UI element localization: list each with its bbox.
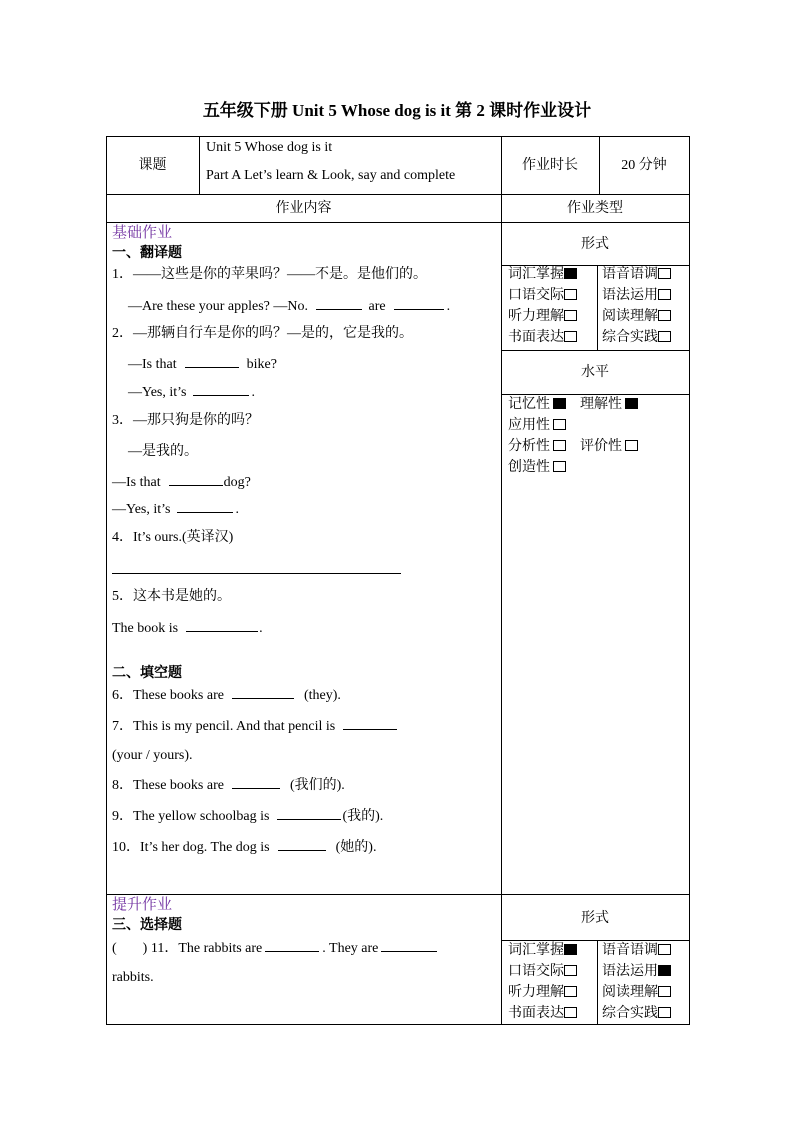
option-label: 书面表达 — [508, 1006, 564, 1021]
question-3-answer-b: —Yes, it’s . — [112, 502, 239, 517]
empty-box-icon[interactable] — [658, 986, 671, 997]
question-1: 1．——这些是你的苹果吗？——不是。是他们的。 — [112, 267, 427, 282]
advanced-homework-heading: 提升作业 — [112, 897, 173, 913]
question-3: 3．—那只狗是你的吗？ — [112, 413, 259, 428]
question-11-line-2: rabbits. — [112, 970, 154, 985]
topic-line-2: Part A Let’s learn & Look, say and complete — [206, 168, 456, 183]
option-label: 口语交际 — [508, 288, 564, 303]
checked-box-icon[interactable] — [564, 944, 577, 955]
basic-homework-heading: 基础作业 — [112, 225, 173, 241]
question-7: 7．This is my pencil. And that pencil is — [112, 717, 400, 736]
option-label: 阅读理解 — [602, 985, 658, 1000]
skill-option — [602, 942, 671, 960]
skill-option — [602, 984, 671, 1002]
option-label: 评价性 — [580, 439, 622, 454]
empty-box-icon[interactable] — [564, 986, 577, 997]
empty-box-icon[interactable] — [553, 419, 566, 430]
empty-box-icon[interactable] — [564, 331, 577, 342]
option-label: 创造性 — [508, 460, 550, 475]
content-column-header: 作业内容 — [275, 201, 332, 216]
level-option — [508, 459, 566, 477]
skill-option — [508, 266, 577, 284]
question-1-answer-line: —Are these your apples? —No. are . — [128, 299, 451, 314]
empty-box-icon[interactable] — [658, 310, 671, 321]
question-7-line-2: (your / yours). — [112, 748, 193, 763]
empty-box-icon[interactable] — [658, 289, 671, 300]
checked-box-icon[interactable] — [625, 398, 638, 409]
empty-box-icon[interactable] — [564, 965, 577, 976]
question-5: 5．这本书是她的。 — [112, 589, 231, 604]
empty-box-icon[interactable] — [658, 944, 671, 955]
level-option — [508, 396, 566, 414]
part-3-heading: 三、选择题 — [112, 918, 182, 933]
option-label: 语音语调 — [602, 267, 658, 282]
skill-option — [508, 287, 577, 305]
part-2-heading: 二、填空题 — [112, 666, 182, 681]
skill-option — [508, 942, 577, 960]
option-label: 应用性 — [508, 418, 550, 433]
empty-box-icon[interactable] — [564, 310, 577, 321]
skill-option — [508, 984, 577, 1002]
option-label: 听力理解 — [508, 985, 564, 1000]
duration-value: 20 分钟 — [621, 158, 667, 173]
question-9: 9．The yellow schoolbag is (我的). — [112, 809, 384, 824]
skill-option — [508, 1005, 577, 1023]
empty-box-icon[interactable] — [658, 331, 671, 342]
skill-option — [508, 308, 577, 326]
option-label: 语音语调 — [602, 943, 658, 958]
skill-option — [602, 329, 671, 347]
level-option — [580, 396, 638, 414]
question-4: 4．It’s ours.(英译汉) — [112, 530, 234, 545]
form-label-advanced: 形式 — [581, 911, 609, 926]
level-option — [508, 417, 566, 435]
question-2-answer-a: —Is that bike? — [128, 357, 277, 372]
empty-box-icon[interactable] — [658, 1007, 671, 1018]
question-11: ( ) 11．The rabbits are . They are — [112, 939, 440, 958]
empty-box-icon[interactable] — [564, 289, 577, 300]
skill-option — [508, 963, 577, 981]
topic-label: 课题 — [138, 158, 167, 173]
option-label: 口语交际 — [508, 964, 564, 979]
skill-option — [602, 266, 671, 284]
form-label: 形式 — [581, 237, 609, 252]
checked-box-icon[interactable] — [564, 268, 577, 279]
empty-box-icon[interactable] — [625, 440, 638, 451]
part-1-heading: 一、翻译题 — [112, 246, 182, 261]
option-label: 记忆性 — [508, 397, 550, 412]
option-label: 书面表达 — [508, 330, 564, 345]
checked-box-icon[interactable] — [658, 965, 671, 976]
skill-option — [508, 329, 577, 347]
question-3-answer-a: —Is that dog? — [112, 475, 251, 490]
question-10: 10．It’s her dog. The dog is (她的). — [112, 840, 377, 855]
skill-option — [602, 308, 671, 326]
question-2: 2．—那辆自行车是你的吗？—是的，它是我的。 — [112, 326, 413, 341]
option-label: 分析性 — [508, 439, 550, 454]
question-5-answer: The book is . — [112, 621, 263, 636]
skill-option — [602, 1005, 671, 1023]
question-4-answer-line — [112, 573, 401, 574]
option-label: 阅读理解 — [602, 309, 658, 324]
option-label: 语法运用 — [602, 964, 658, 979]
level-label: 水平 — [581, 365, 609, 380]
skill-option — [602, 963, 671, 981]
question-8: 8．These books are (我们的). — [112, 778, 345, 793]
empty-box-icon[interactable] — [553, 440, 566, 451]
level-option — [508, 438, 566, 456]
option-label: 词汇掌握 — [508, 943, 564, 958]
option-label: 语法运用 — [602, 288, 658, 303]
option-label: 综合实践 — [602, 330, 658, 345]
option-label: 综合实践 — [602, 1006, 658, 1021]
page-title: 五年级下册 Unit 5 Whose dog is it 第 2 课时作业设计 — [202, 101, 592, 120]
question-6: 6．These books are (they). — [112, 688, 341, 703]
option-label: 词汇掌握 — [508, 267, 564, 282]
skill-option — [602, 287, 671, 305]
empty-box-icon[interactable] — [553, 461, 566, 472]
empty-box-icon[interactable] — [564, 1007, 577, 1018]
duration-label: 作业时长 — [522, 158, 578, 173]
question-3-line-b: —是我的。 — [128, 444, 198, 459]
checked-box-icon[interactable] — [553, 398, 566, 409]
option-label: 听力理解 — [508, 309, 564, 324]
type-column-header: 作业类型 — [567, 201, 623, 216]
option-label: 理解性 — [580, 397, 622, 412]
question-2-answer-b: —Yes, it’s . — [128, 385, 255, 400]
topic-line-1: Unit 5 Whose dog is it — [206, 140, 333, 155]
empty-box-icon[interactable] — [658, 268, 671, 279]
level-option — [580, 438, 638, 456]
